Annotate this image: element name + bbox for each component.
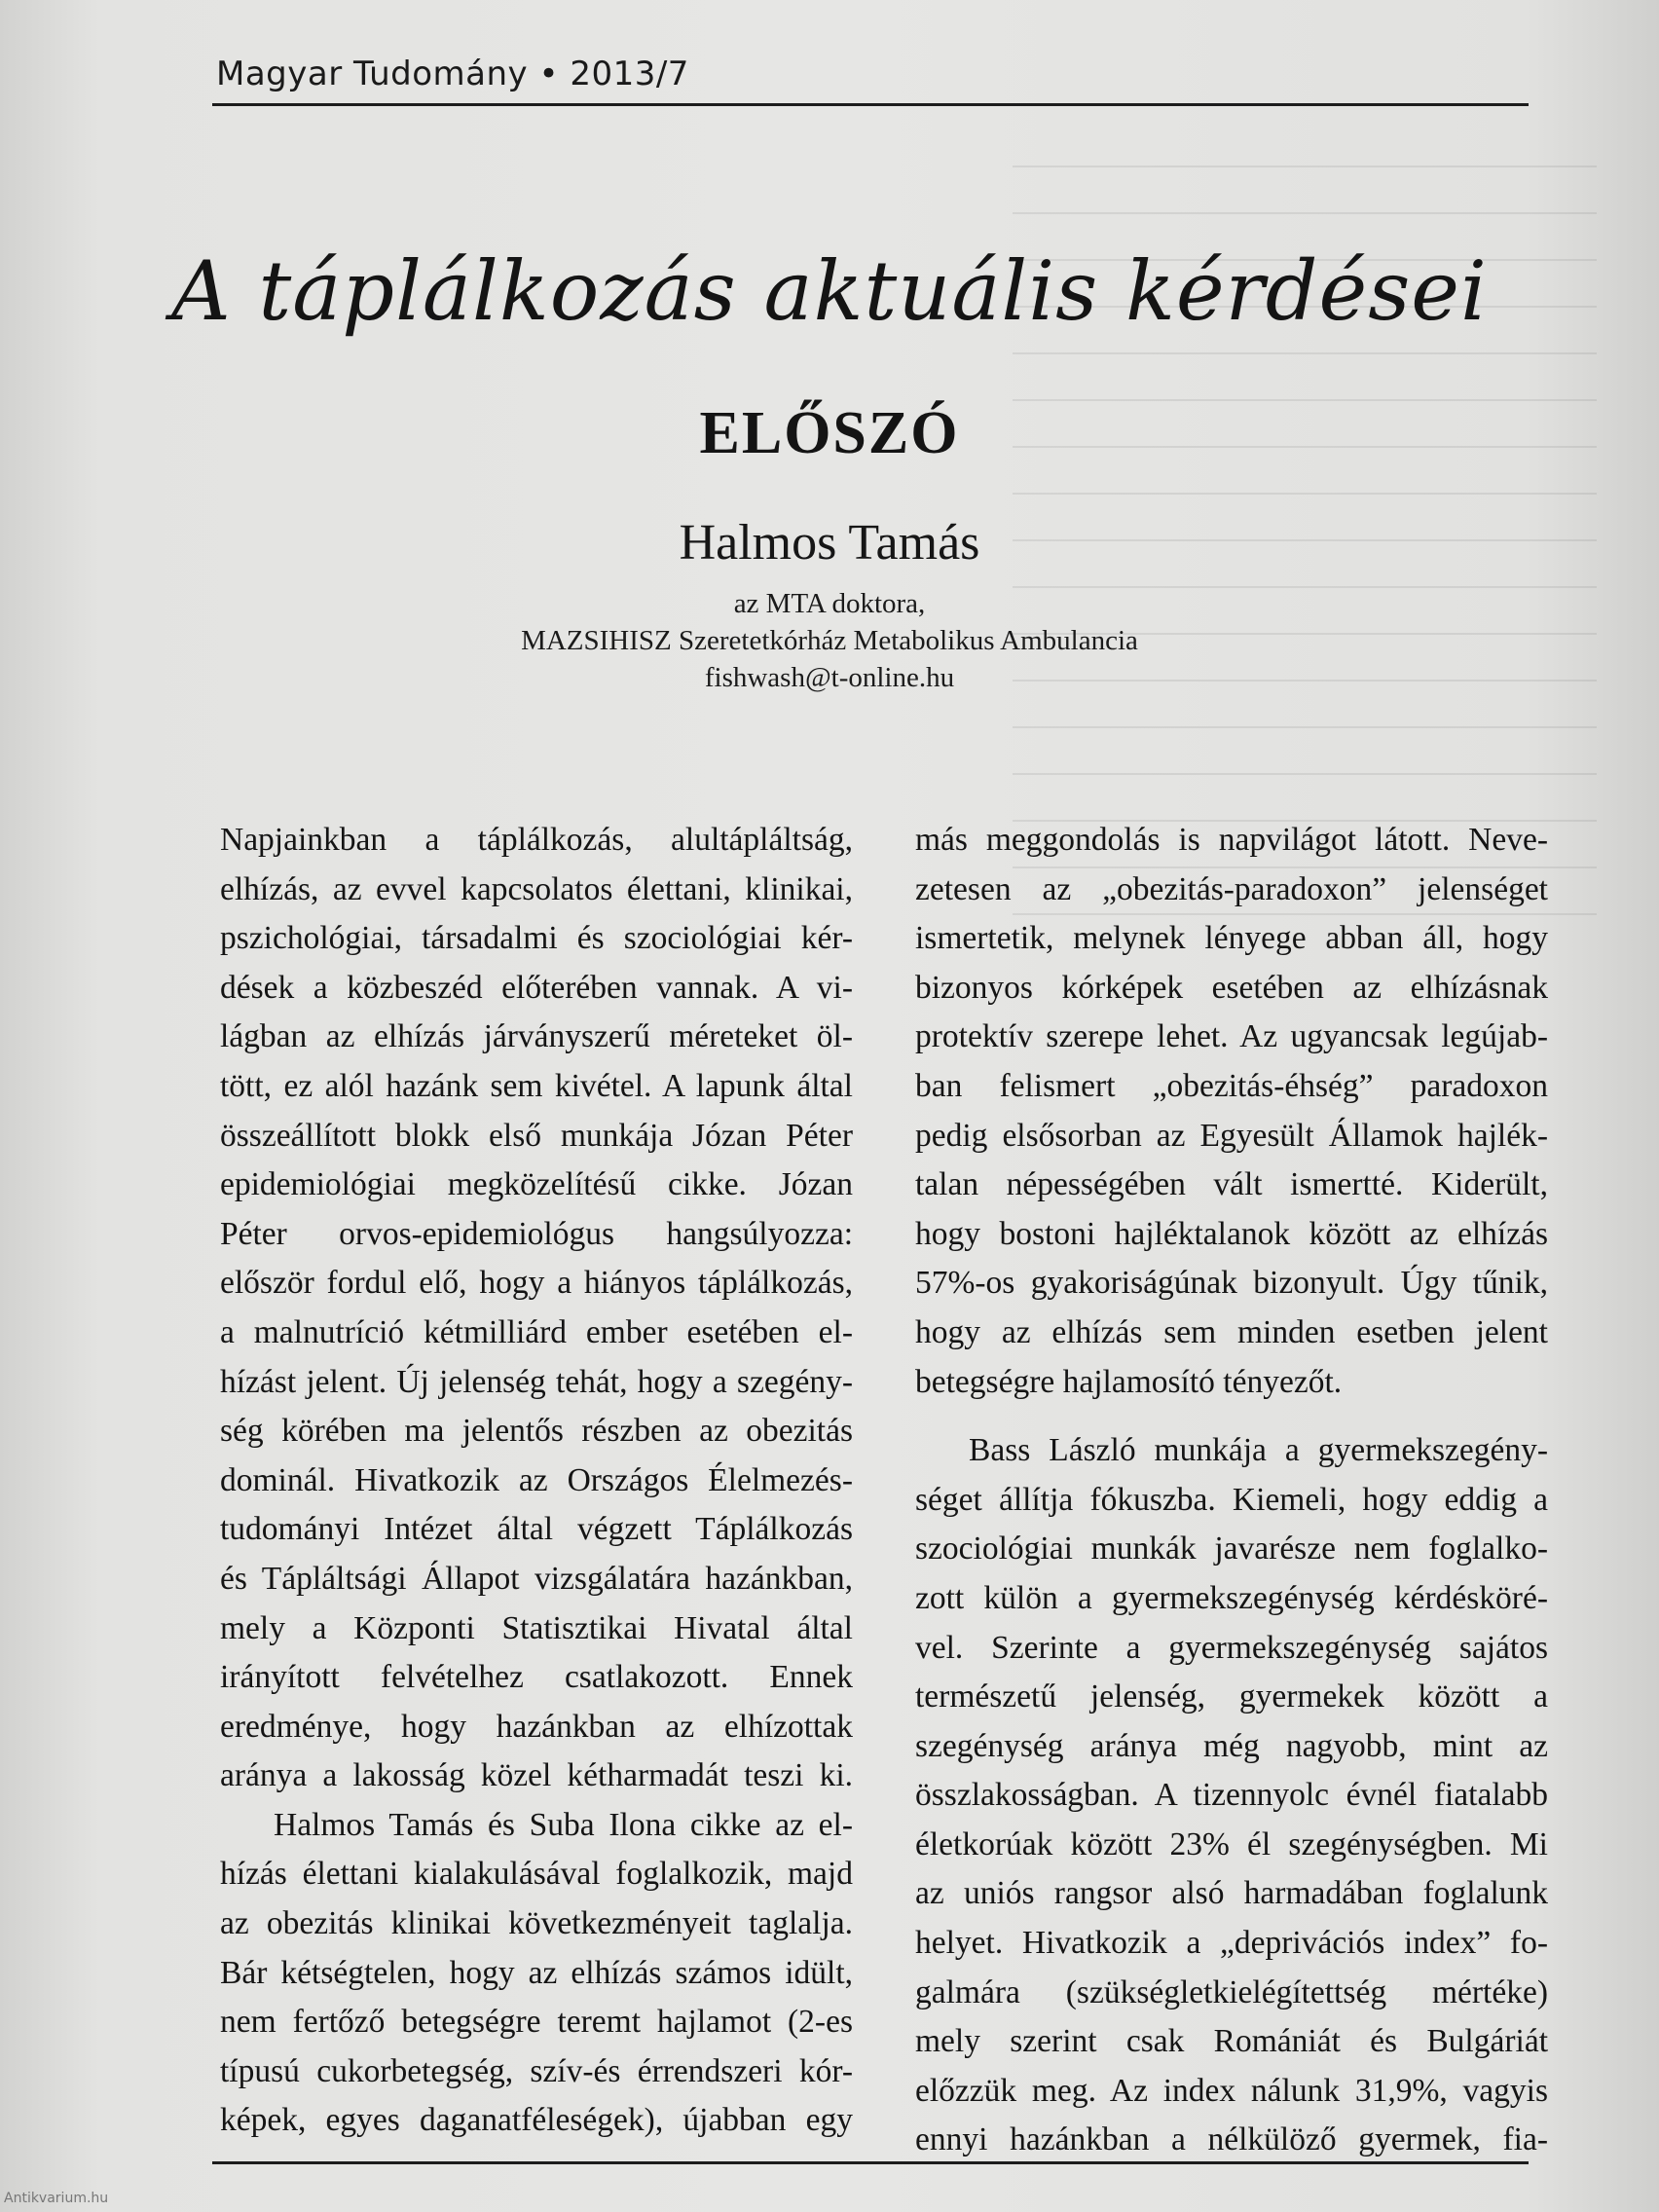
text-line: bizonyos kórképek esetében az elhízásnak <box>915 969 1548 1006</box>
author-email: fishwash@t-online.hu <box>704 662 955 693</box>
text-line: dominál. Hivatkozik az Országos Élelmezés- <box>220 1461 853 1498</box>
text-line: az uniós rangsor alsó harmadában foglalunk <box>915 1875 1548 1912</box>
text-line: mely szerint csak Romániát és Bulgáriát <box>915 2023 1548 2060</box>
text-line: Bass László munkája a gyermekszegény- <box>969 1432 1548 1469</box>
text-line: nem fertőző betegségre teremt hajlamot (2-es <box>220 2004 853 2041</box>
body-column-left <box>220 816 853 2146</box>
text-line: tött, ez alól hazánk sem kivétel. A lapunk által <box>220 1067 853 1104</box>
text-line: elhízás, az evvel kapcsolatos élettani, klinikai, <box>220 870 853 907</box>
text-line: tudományi Intézet által végzett Táplálkozás <box>220 1511 853 1548</box>
text-line: galmára (szükségletkielégítettség mértéke) <box>915 1973 1548 2010</box>
text-line: zetesen az „obezitás-paradoxon” jelenséget <box>915 870 1548 907</box>
running-head: Magyar Tudomány • 2013/7 <box>216 55 689 93</box>
text-line: típusú cukorbetegség, szív-és érrendszeri kór- <box>220 2052 853 2089</box>
text-line: epidemiológiai megközelítésű cikke. Józan <box>220 1166 853 1203</box>
text-line: hogy bostoni hajléktalanok között az elhízás <box>915 1215 1548 1252</box>
text-line: helyet. Hivatkozik a „deprivációs index” fo- <box>915 1925 1548 1962</box>
footer-rule <box>212 2161 1529 2164</box>
text-line: lágban az elhízás járványszerű méreteket öl- <box>220 1018 853 1055</box>
text-line: ség körében ma jelentős részben az obezitás <box>220 1413 853 1450</box>
text-line: természetű jelenség, gyermekek között a <box>915 1678 1548 1715</box>
author-name: Halmos Tamás <box>679 515 980 571</box>
body-column-right <box>915 816 1548 2165</box>
text-line: összlakosságban. A tizennyolc évnél fiatalabb <box>915 1777 1548 1814</box>
text-line: dések a közbeszéd előterében vannak. A vi- <box>220 969 853 1006</box>
text-line: szociológiai munkák javarésze nem foglalko- <box>915 1530 1548 1567</box>
article-subtitle: ELŐSZÓ <box>699 400 960 466</box>
text-line: más meggondolás is napvilágot látott. Neve- <box>915 822 1548 858</box>
text-line: hízás élettani kialakulásával foglalkozik, majd <box>220 1856 853 1893</box>
text-line: vel. Szerinte a gyermekszegénység sajátos <box>915 1629 1548 1666</box>
author-affiliation-line: az MTA doktora, <box>733 588 926 619</box>
text-line: ennyi hazánkban a nélkülöző gyermek, fia- <box>915 2121 1548 2158</box>
text-line: 57%-os gyakoriságúnak bizonyult. Úgy tűnik, <box>915 1265 1548 1302</box>
text-line: protektív szerepe lehet. Az ugyancsak legújab- <box>915 1018 1548 1055</box>
text-line: hízást jelent. Új jelenség tehát, hogy a szegény- <box>220 1363 853 1400</box>
text-line: talan népességében vált ismertté. Kiderült, <box>915 1166 1548 1203</box>
text-line: először fordul elő, hogy a hiányos táplálkozás, <box>220 1265 853 1302</box>
text-line: ismertetik, melynek lényege abban áll, hogy <box>915 920 1548 957</box>
header-rule <box>212 103 1529 106</box>
text-line: összeállított blokk első munkája Józan Péter <box>220 1117 853 1154</box>
text-line: a malnutríció kétmilliárd ember esetében el- <box>220 1313 853 1350</box>
text-line: pedig elsősorban az Egyesült Államok hajlék- <box>915 1117 1548 1154</box>
text-line: ban felismert „obezitás-éhség” paradoxon <box>915 1067 1548 1104</box>
text-line: és Tápláltsági Állapot vizsgálatára hazánkban, <box>220 1560 853 1597</box>
text-line: életkorúak között 23% él szegénységben. Mi <box>915 1825 1548 1862</box>
text-line: képek, egyes daganatféleségek), újabban egy <box>220 2102 853 2139</box>
text-line: Halmos Tamás és Suba Ilona cikke az el- <box>274 1806 853 1843</box>
text-line: aránya a lakosság közel kétharmadát teszi ki. <box>220 1757 853 1794</box>
text-line: előzzük meg. Az index nálunk 31,9%, vagyis <box>915 2072 1548 2109</box>
author-affiliation-line: MAZSIHISZ Szeretetkórház Metabolikus Ambulancia <box>521 625 1138 656</box>
text-line: Péter orvos-epidemiológus hangsúlyozza: <box>220 1215 853 1252</box>
text-line: hogy az elhízás sem minden esetben jelent <box>915 1313 1548 1350</box>
text-line: szegénység aránya még nagyobb, mint az <box>915 1727 1548 1764</box>
text-line: betegségre hajlamosító tényezőt. <box>915 1363 1343 1400</box>
text-line: séget állítja fókuszba. Kiemeli, hogy eddig a <box>915 1481 1548 1518</box>
text-line: az obezitás klinikai következményeit taglalja. <box>220 1905 853 1942</box>
text-line: Napjainkban a táplálkozás, alultápláltság, <box>220 822 853 858</box>
article-title: A táplálkozás aktuális kérdései <box>171 243 1488 339</box>
text-line: pszichológiai, társadalmi és szociológiai kér- <box>220 920 853 957</box>
text-line: mely a Központi Statisztikai Hivatal által <box>220 1609 853 1646</box>
text-line: eredménye, hogy hazánkban az elhízottak <box>220 1708 853 1745</box>
watermark: Antikvarium.hu <box>4 2191 109 2206</box>
text-line: zott külön a gyermekszegénység kérdésköré- <box>915 1579 1548 1616</box>
text-line: Bár kétségtelen, hogy az elhízás számos idült, <box>220 1954 853 1991</box>
text-line: irányított felvételhez csatlakozott. Ennek <box>220 1659 853 1696</box>
